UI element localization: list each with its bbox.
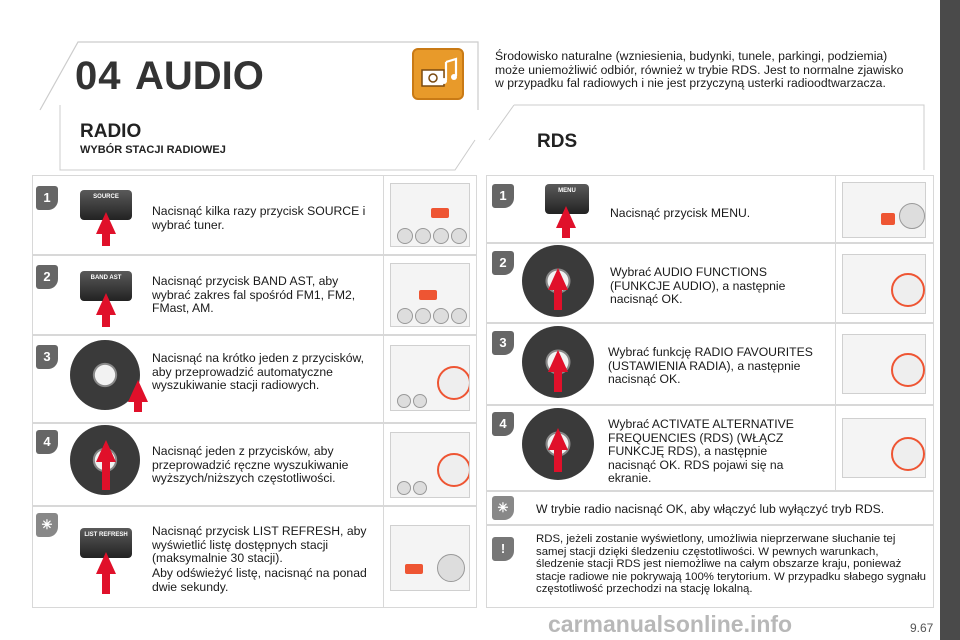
menu-button-image: MENU	[545, 184, 589, 214]
page-number: 9.67	[910, 621, 934, 635]
red-arrow-icon	[128, 380, 148, 402]
list-refresh-button-image: LIST REFRESH	[80, 528, 132, 558]
step-badge: 2	[36, 265, 58, 289]
step-badge: 3	[36, 345, 58, 369]
red-arrow-icon	[554, 372, 562, 392]
watermark: carmanualsonline.info	[548, 611, 793, 637]
step-text: Wybrać AUDIO FUNCTIONS (FUNKCJE AUDIO), a następnie nacisnąć OK.	[610, 265, 786, 306]
audio-music-icon	[412, 48, 464, 100]
radio-unit-image	[842, 254, 926, 314]
band-ast-button-image: BAND AST	[80, 271, 132, 301]
divider	[383, 507, 384, 607]
red-arrow-icon	[134, 402, 142, 412]
radio-unit-image	[842, 418, 926, 478]
divider	[835, 324, 836, 404]
source-button-image: SOURCE	[80, 190, 132, 220]
red-arrow-icon	[96, 552, 116, 574]
warning-text: RDS, jeżeli zostanie wyświetlony, umożliwia nieprzerwane słuchanie tej samej stacji dzięki śledzeniu częstotliwości. W pewnych warunkach, śledzenie stacji RDS jest niemożliwe na całym obszarze kraju, ponieważ stacje radiowe nie pokrywają 100% terytorium. W przypadku słabego sygnału częstotliwość przechodzi na stację lokalną.	[536, 533, 927, 596]
radio-section-subtitle: WYBÓR STACJI RADIOWEJ	[80, 144, 226, 156]
red-arrow-icon	[548, 350, 568, 372]
rds-section-title: RDS	[537, 131, 578, 152]
step-text: Nacisnąć jeden z przycisków, aby przeprowadzić ręczne wyszukiwanie wyższych/niższych częstotliwości.	[152, 444, 349, 485]
radio-unit-image	[390, 183, 470, 247]
red-arrow-icon	[96, 293, 116, 315]
tip-text-2: Aby odświeżyć listę, nacisnąć na ponad dwie sekundy.	[152, 566, 367, 594]
radio-unit-image	[390, 345, 470, 411]
step-text: Nacisnąć na krótko jeden z przycisków, aby przeprowadzić automatyczne wyszukiwanie stacji radiowych.	[152, 351, 365, 392]
radio-unit-image	[842, 182, 926, 238]
divider	[383, 256, 384, 334]
red-arrow-icon	[102, 315, 110, 327]
red-arrow-icon	[562, 228, 570, 238]
red-arrow-icon	[102, 234, 110, 246]
step-text: Nacisnąć kilka razy przycisk SOURCE i wybrać tuner.	[152, 204, 366, 232]
step-text: Nacisnąć przycisk MENU.	[610, 206, 751, 220]
red-arrow-icon	[102, 462, 110, 490]
step-text: Wybrać ACTIVATE ALTERNATIVE FREQUENCIES (RDS) (WŁĄCZ FUNKCJĘ RDS), a następnie nacisnąć OK. RDS pojawi się na ekranie.	[608, 417, 794, 485]
step-text: Wybrać funkcję RADIO FAVOURITES (USTAWIENIA RADIA), a następnie nacisnąć OK.	[608, 345, 813, 386]
divider	[383, 336, 384, 422]
radio-unit-image	[390, 525, 470, 591]
step-badge: 1	[36, 186, 58, 210]
divider	[383, 176, 384, 254]
tip-text: W trybie radio nacisnąć OK, aby włączyć lub wyłączyć tryb RDS.	[536, 502, 885, 516]
step-badge: 4	[492, 412, 514, 436]
step-text: Nacisnąć przycisk BAND AST, aby wybrać zakres fal spośród FM1, FM2, FMast, AM.	[152, 274, 356, 315]
radio-unit-image	[390, 432, 470, 498]
step-badge: 4	[36, 430, 58, 454]
step-badge: 2	[492, 251, 514, 275]
step-badge: 1	[492, 184, 514, 208]
red-arrow-icon	[556, 206, 576, 228]
divider	[835, 244, 836, 322]
section-number: 04	[75, 54, 122, 98]
page-edge-tab	[940, 0, 960, 640]
tip-icon: ✳	[36, 513, 58, 537]
page-title: AUDIO	[135, 54, 264, 98]
intro-paragraph: Środowisko naturalne (wzniesienia, budynki, tunele, parkingi, podziemia) może uniemożliwić odbiór, również w trybie RDS. Jest to normalne zjawisko w przypadku fal radiowych i nie jest przyczyną usterki radioodtwarzacza.	[495, 49, 904, 90]
red-arrow-icon	[96, 212, 116, 234]
red-arrow-icon	[554, 290, 562, 310]
tip-text-1: Nacisnąć przycisk LIST REFRESH, aby wyświetlić listę dostępnych stacji (maksymalnie 30 stacji).	[152, 524, 367, 565]
radio-section-title: RADIO	[80, 121, 142, 142]
divider	[835, 406, 836, 490]
red-arrow-icon	[102, 574, 110, 594]
step-badge: 3	[492, 331, 514, 355]
red-arrow-icon	[554, 450, 562, 472]
divider	[835, 176, 836, 242]
warning-icon: !	[492, 537, 514, 561]
red-arrow-icon	[548, 268, 568, 290]
radio-unit-image	[390, 263, 470, 327]
red-arrow-icon	[96, 440, 116, 462]
tip-icon: ✳	[492, 496, 514, 520]
radio-unit-image	[842, 334, 926, 394]
divider	[383, 424, 384, 505]
red-arrow-icon	[548, 428, 568, 450]
